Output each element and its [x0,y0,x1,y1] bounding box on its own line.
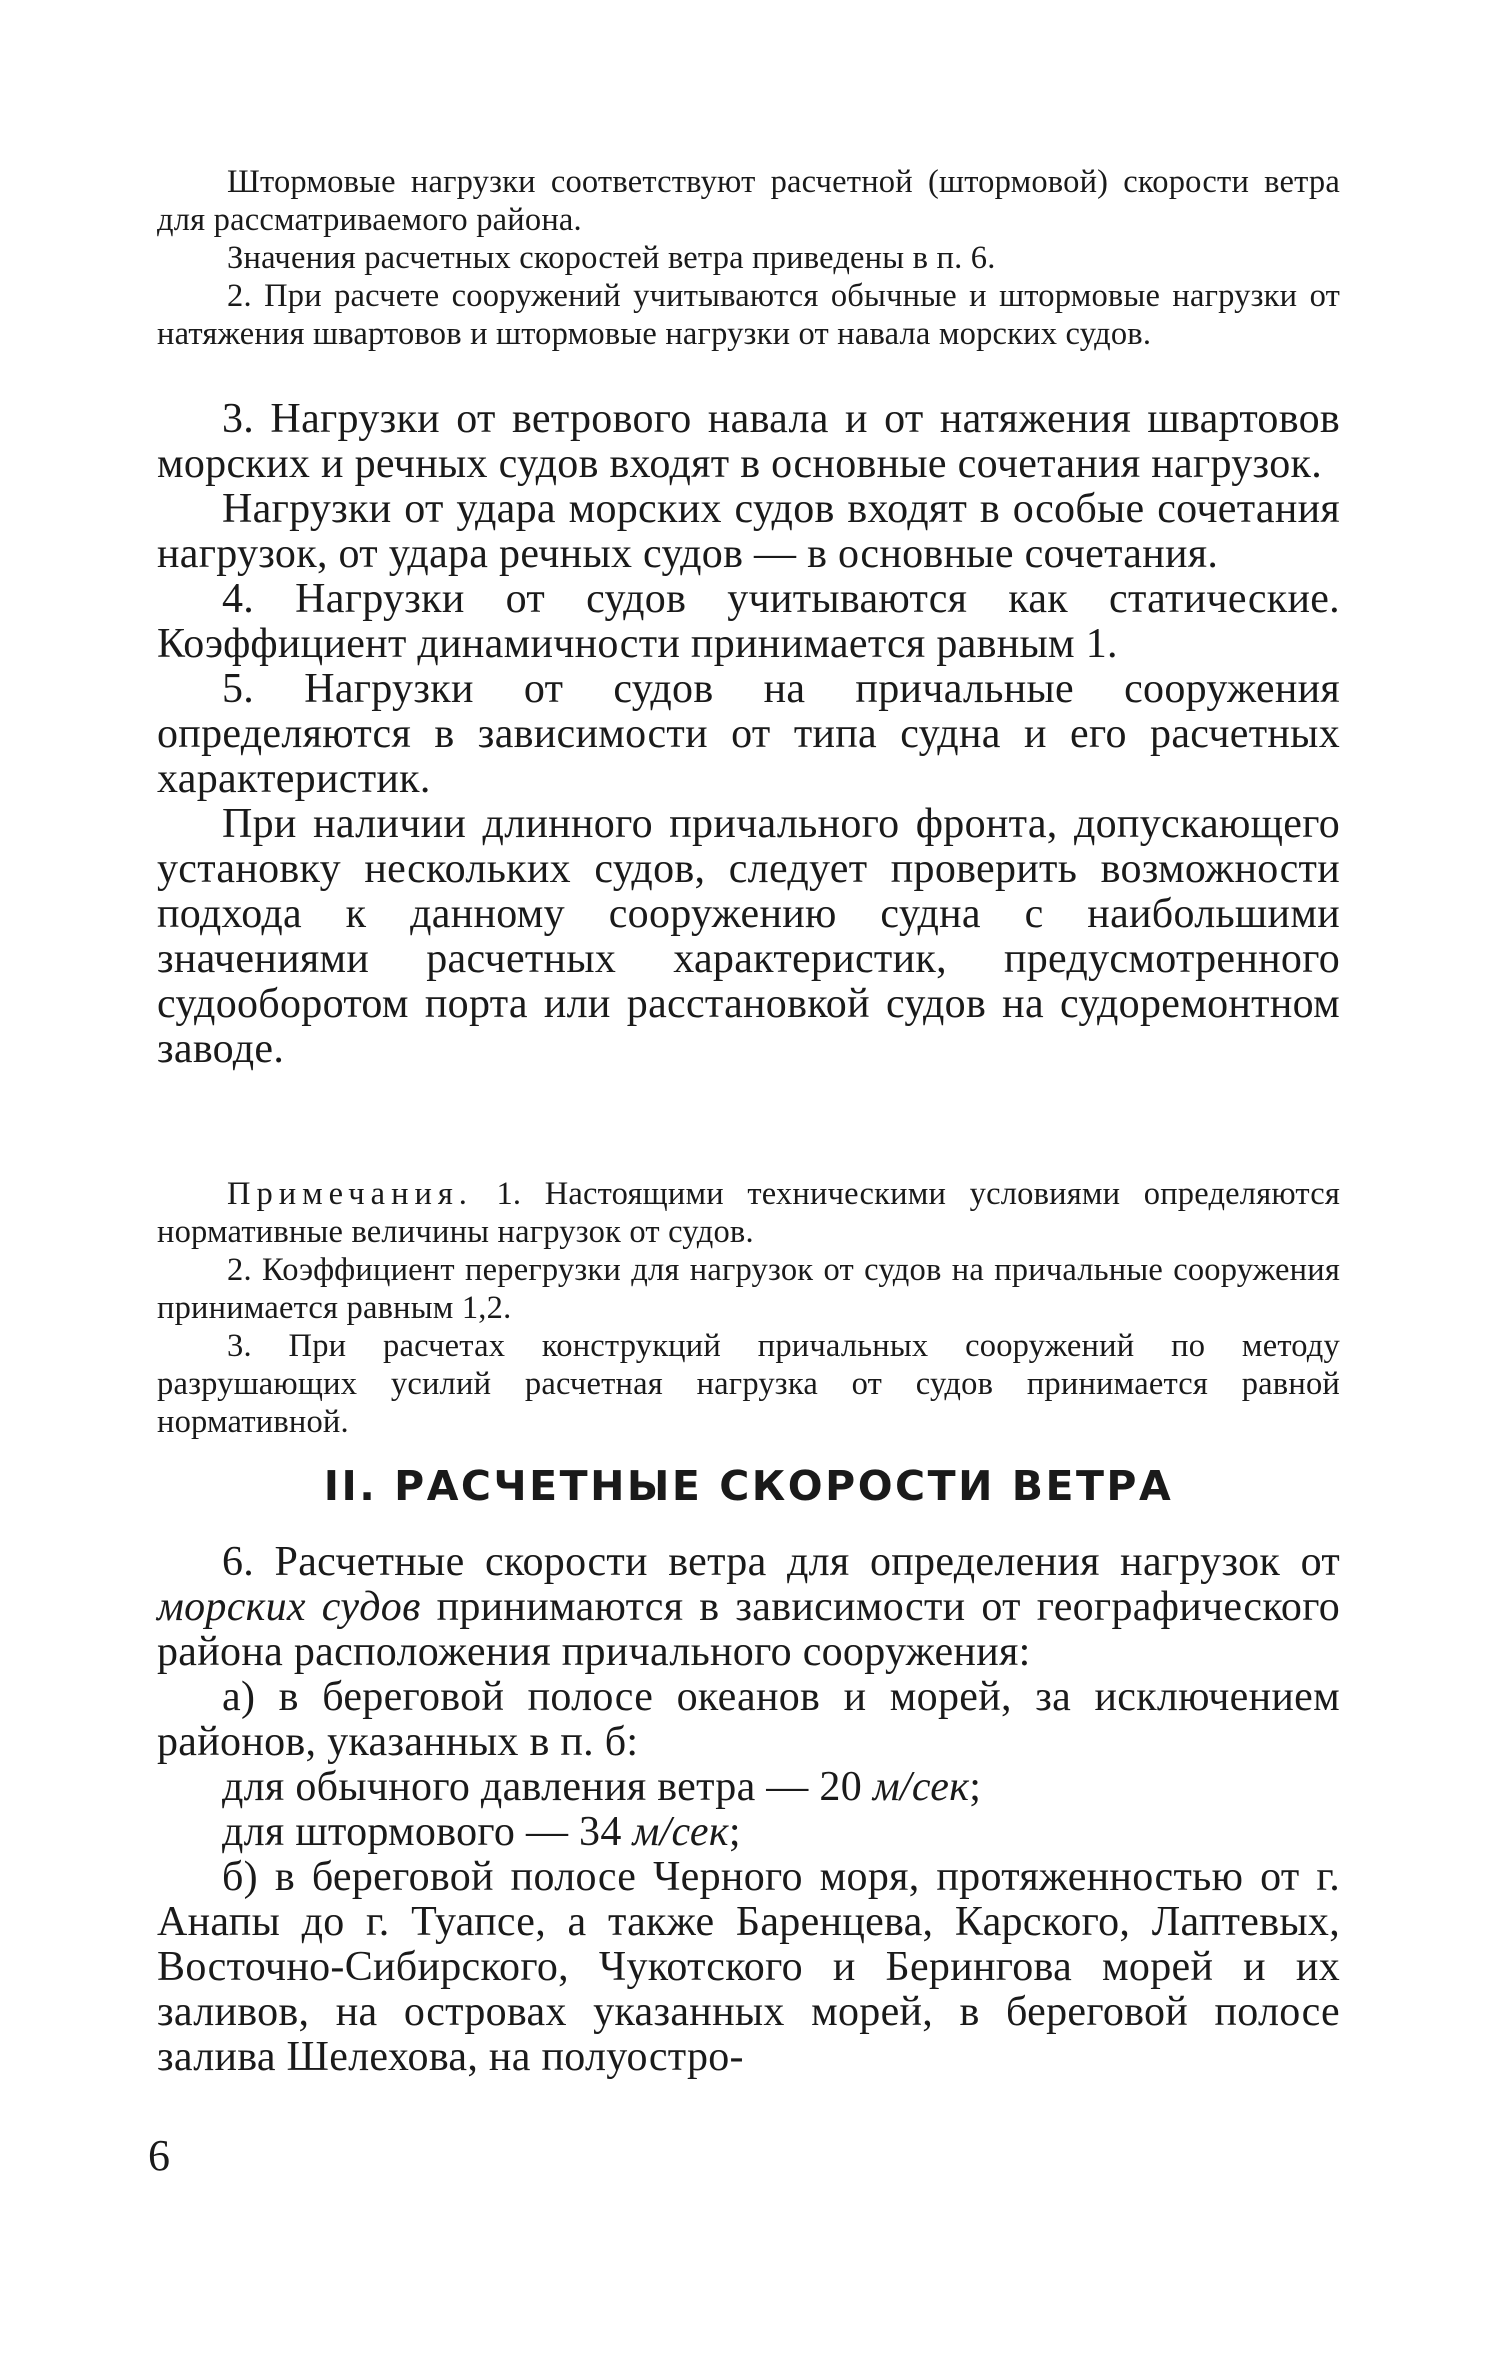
paragraph: б) в береговой полосе Черного моря, протяженностью от г. Анапы до г. Туапсе, а также Баренцева, Карского, Лаптевых, Восточно-Сибирского, Чукотского и Берингова морей и их заливов, на островах указанных морей, в береговой полосе залива Шелехова, на полуостро- [157,1854,1340,2080]
text-run: принимаются в зависимости от географического района расположения причального сооружения: [157,1584,1340,1675]
paragraph: а) в береговой полосе океанов и морей, за исключением районов, указанных в п. б: [157,1674,1340,1765]
paragraph: 2. При расчете сооружений учитываются обычные и штормовые нагрузки от натяжения швартовов и штормовые нагрузки от навала морских судов. [157,278,1340,352]
main-text-block-1 [157,397,1340,1072]
text-run: для обычного давления ветра — 20 [222,1764,863,1810]
punct: ; [969,1764,982,1810]
paragraph: 3. Нагрузки от ветрового навала и от натяжения швартовов морских и речных судов входят в основные сочетания нагрузок. [157,396,1340,487]
page-number: 6 [148,2131,170,2180]
text-run: для штормового — 34 [222,1809,622,1855]
section-heading: II. РАСЧЕТНЫЕ СКОРОСТИ ВЕТРА [323,1462,1174,1510]
notes-label: Примечания. [227,1176,473,1212]
paragraph: Штормовые нагрузки соответствуют расчетной (штормовой) скорости ветра для рассматриваемого района. [157,164,1340,238]
paragraph: При наличии длинного причального фронта, допускающего установку нескольких судов, следует проверить возможности подхода к данному сооружению судна с наибольшими значениями расчетных характеристик, предусмотренного судооборотом порта или расстановкой судов на судоремонтном заводе. [157,801,1340,1072]
unit: м/сек [872,1764,970,1810]
main-text-block-2 [157,1540,1340,2080]
note-paragraph: 3. При расчетах конструкций причальных сооружений по методу разрушающих усилий расчетная нагрузка от судов принимается равной нормативной. [157,1328,1340,1440]
note-text: 1. Настоящими техническими условиями определяются нормативные величины нагрузок от судов. [157,1176,1340,1250]
paragraph [157,1765,1340,1810]
notes-block-2 [157,1175,1340,1441]
punct: ; [728,1809,741,1855]
paragraph: Нагрузки от удара морских судов входят в особые сочетания нагрузок, от удара речных судов — в основные сочетания. [157,486,1340,577]
note-paragraph: 2. Коэффициент перегрузки для нагрузок от судов на причальные сооружения принимается равным 1,2. [157,1252,1340,1326]
unit: м/сек [632,1809,729,1855]
paragraph [157,1810,1340,1855]
note-paragraph [157,1175,1340,1251]
paragraph: Значения расчетных скоростей ветра приведены в п. 6. [227,240,996,276]
italic-term: морских судов [157,1584,421,1630]
paragraph [157,1540,1340,1675]
text-run: 6. Расчетные скорости ветра для определения нагрузок от [222,1539,1340,1585]
notes-top-block [157,163,1340,353]
paragraph: 5. Нагрузки от судов на причальные сооружения определяются в зависимости от типа судна и его расчетных характеристик. [157,666,1340,802]
paragraph: 4. Нагрузки от судов учитываются как статические. Коэффициент динамичности принимается равным 1. [157,576,1340,667]
